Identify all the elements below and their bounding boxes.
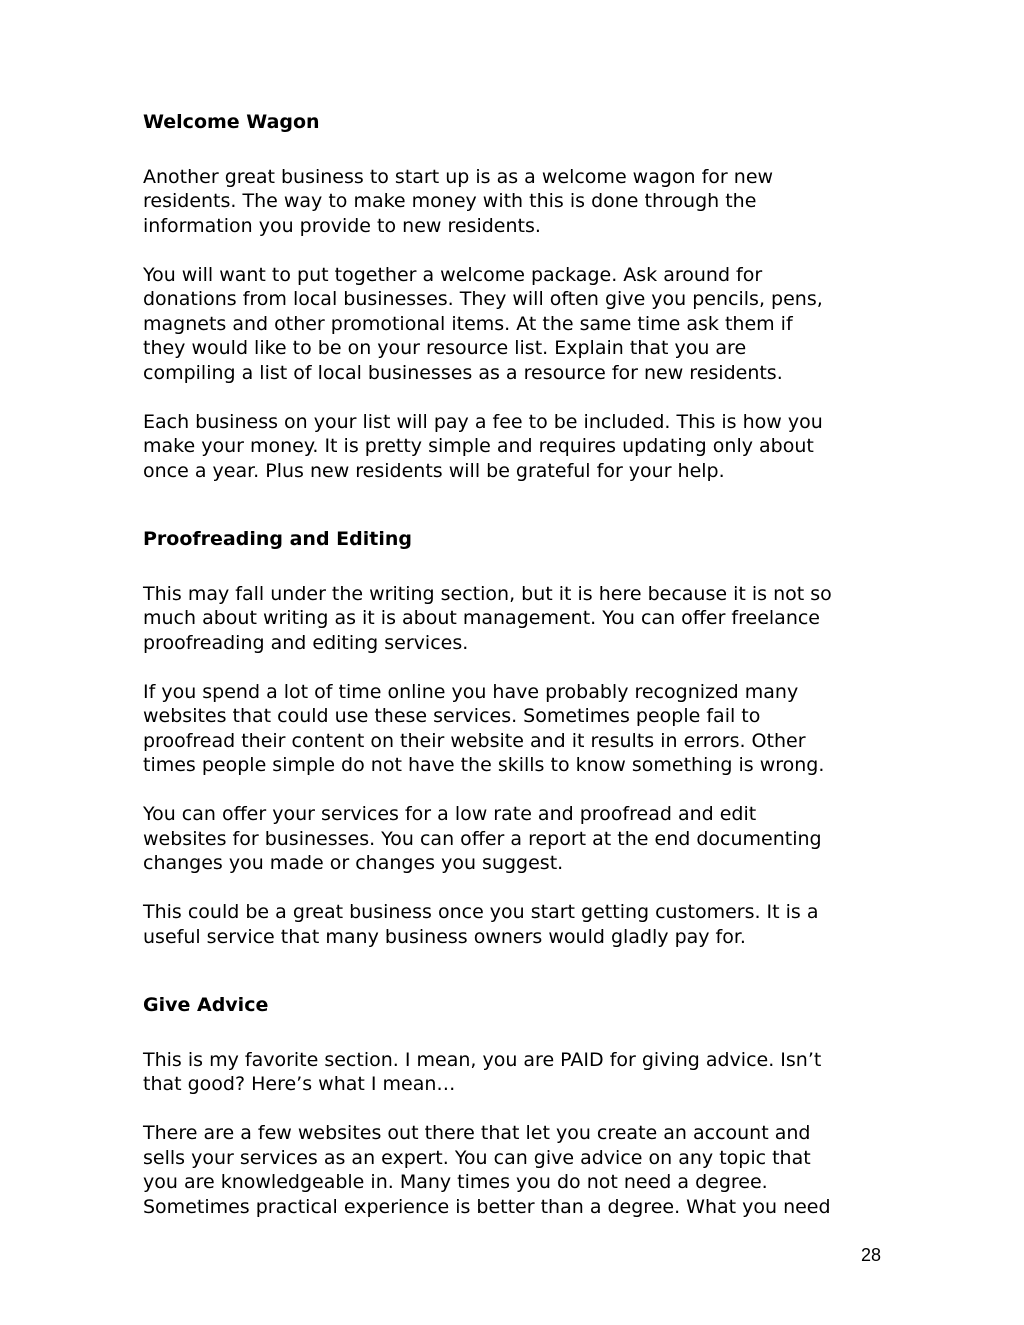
section-heading: Welcome Wagon	[143, 111, 320, 133]
paragraph: You will want to put together a welcome package. Ask around for donations from local businesses. They will often give you pencils, pens, magnets and other promotional items. At the same time ask them if they would like to be on your resource list. Explain that you are compiling a list of local businesses as a resource for new residents.	[143, 263, 823, 384]
paragraph: There are a few websites out there that let you create an account and sells your services as an expert. You can give advice on any topic that you are knowledgeable in. Many times you do not need a degree. Sometimes practical experience is better than a degree. What you need	[143, 1122, 831, 1218]
page-number: 28	[860, 1245, 881, 1265]
section-heading: Proofreading and Editing	[143, 528, 412, 550]
document-page	[143, 110, 903, 1219]
paragraph: This could be a great business once you start getting customers. It is a useful service that many business owners would gladly pay for.	[143, 901, 819, 948]
paragraph: This is my favorite section. I mean, you are PAID for giving advice. Isn’t that good? Here’s what I mean…	[143, 1048, 822, 1095]
paragraph: This may fall under the writing section, but it is here because it is not so much about writing as it is about management. You can offer freelance proofreading and editing services.	[143, 582, 832, 654]
paragraph: Another great business to start up is as a welcome wagon for new residents. The way to make money with this is done through the information you provide to new residents.	[143, 165, 774, 237]
section-heading: Give Advice	[143, 994, 269, 1016]
paragraph: Each business on your list will pay a fee to be included. This is how you make your money. It is pretty simple and requires updating only about once a year. Plus new residents will be grateful for your help.	[143, 410, 823, 482]
paragraph: If you spend a lot of time online you have probably recognized many websites that could use these services. Sometimes people fail to proofread their content on their website and it results in errors. Other times people simple do not have the skills to know something is wrong.	[143, 680, 825, 776]
paragraph: You can offer your services for a low rate and proofread and edit websites for businesses. You can offer a report at the end documenting changes you made or changes you suggest.	[143, 803, 822, 874]
